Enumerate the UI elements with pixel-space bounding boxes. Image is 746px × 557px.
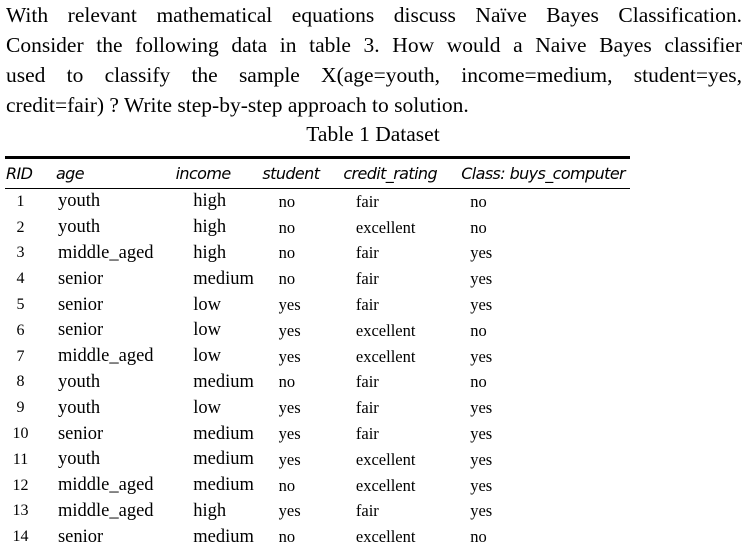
table-row [5,421,630,447]
cell-class: yes [470,243,493,263]
table-row [5,215,630,241]
cell-age: youth [57,449,101,470]
cell-income: high [193,500,227,521]
table-row [5,241,630,267]
cell-income: medium [193,475,254,496]
cell-age: middle_aged [57,242,154,263]
cell-rid: 5 [16,296,25,314]
cell-rid: 9 [16,399,25,417]
cell-age: senior [57,423,104,444]
cell-credit-rating: fair [355,372,379,392]
dataset-table-body [5,189,630,550]
header-rid: RID [6,164,33,183]
cell-rid: 8 [16,373,25,391]
cell-age: senior [57,294,104,315]
cell-credit-rating: fair [355,398,379,418]
cell-class: yes [470,501,493,521]
table-caption: Table 1 Dataset [306,122,440,146]
cell-credit-rating: excellent [355,320,416,340]
table-body [5,189,630,550]
cell-rid: 1 [16,192,25,210]
table-row [5,266,630,292]
cell-income: medium [193,449,254,470]
header-credit-rating: credit_rating [343,164,438,183]
cell-income: high [193,217,227,238]
cell-rid: 12 [12,476,29,494]
cell-student: yes [278,346,301,366]
table-row [5,189,630,215]
cell-income: medium [193,526,254,547]
table-header [5,159,630,188]
cell-rid: 3 [16,244,25,262]
cell-income: low [193,397,222,418]
cell-credit-rating: fair [355,243,379,263]
question-line-2: Consider the following data in table 3. How would a Naive Bayes classifier [6,33,742,57]
table-row [5,447,630,473]
cell-class: yes [470,424,493,444]
cell-student: no [278,243,296,263]
header-student: student [262,164,320,183]
dataset-table-container [5,156,630,550]
question-line-4: credit=fair) ? Write step-by-step approach to solution. [6,93,469,117]
cell-credit-rating: fair [355,295,379,315]
cell-age: senior [57,268,104,289]
cell-class: yes [470,346,493,366]
cell-class: yes [470,475,493,495]
cell-income: low [193,320,222,341]
cell-student: no [278,372,296,392]
cell-student: no [278,217,296,237]
cell-rid: 7 [16,347,25,365]
table-row [5,473,630,499]
cell-income: high [193,242,227,263]
cell-age: youth [57,371,101,392]
cell-rid: 11 [12,450,29,468]
cell-student: yes [278,398,301,418]
cell-credit-rating: fair [355,501,379,521]
cell-class: no [470,372,487,392]
cell-student: no [278,527,296,547]
cell-student: yes [278,320,301,340]
cell-credit-rating: excellent [355,449,416,469]
cell-class: yes [470,269,493,289]
cell-class: yes [470,295,493,315]
table-row [5,499,630,525]
table-row [5,292,630,318]
cell-rid: 2 [16,218,25,236]
table-row [5,524,630,550]
table-row [5,344,630,370]
header-row [5,159,630,188]
cell-credit-rating: excellent [355,346,416,366]
cell-credit-rating: fair [355,424,379,444]
dataset-table [5,159,630,188]
question-line-1: With relevant mathematical equations discuss Naïve Bayes Classification. [6,3,742,27]
cell-age: middle_aged [57,475,154,496]
header-class: Class: buys_computer [461,164,626,183]
cell-credit-rating: excellent [355,475,416,495]
table-row [5,370,630,396]
cell-class: no [470,191,487,211]
cell-student: yes [278,295,301,315]
cell-student: no [278,191,296,211]
cell-income: medium [193,371,254,392]
question-line-3: used to classify the sample X(age=youth, income=medium, student=yes, [6,63,742,87]
cell-age: middle_aged [57,500,154,521]
cell-age: youth [57,397,101,418]
cell-age: youth [57,191,101,212]
cell-class: yes [470,449,493,469]
cell-age: middle_aged [57,346,154,367]
cell-student: yes [278,449,301,469]
cell-age: senior [57,320,104,341]
cell-age: senior [57,526,104,547]
cell-student: no [278,269,296,289]
cell-income: high [193,191,227,212]
cell-rid: 10 [12,425,29,443]
cell-income: medium [193,423,254,444]
cell-income: medium [193,268,254,289]
cell-class: no [470,217,487,237]
cell-rid: 4 [16,270,25,288]
header-income: income [175,164,231,183]
cell-rid: 6 [16,321,25,339]
cell-student: yes [278,501,301,521]
cell-income: low [193,294,222,315]
cell-student: yes [278,424,301,444]
cell-credit-rating: excellent [355,217,416,237]
cell-age: youth [57,217,101,238]
cell-credit-rating: fair [355,191,379,211]
header-age: age [55,164,84,183]
cell-credit-rating: fair [355,269,379,289]
table-row [5,318,630,344]
cell-class: no [470,320,487,340]
cell-rid: 14 [12,528,29,546]
cell-class: no [470,527,487,547]
cell-credit-rating: excellent [355,527,416,547]
cell-student: no [278,475,296,495]
cell-income: low [193,346,222,367]
table-row [5,395,630,421]
question-text [6,0,742,120]
cell-rid: 13 [12,502,29,520]
cell-class: yes [470,398,493,418]
